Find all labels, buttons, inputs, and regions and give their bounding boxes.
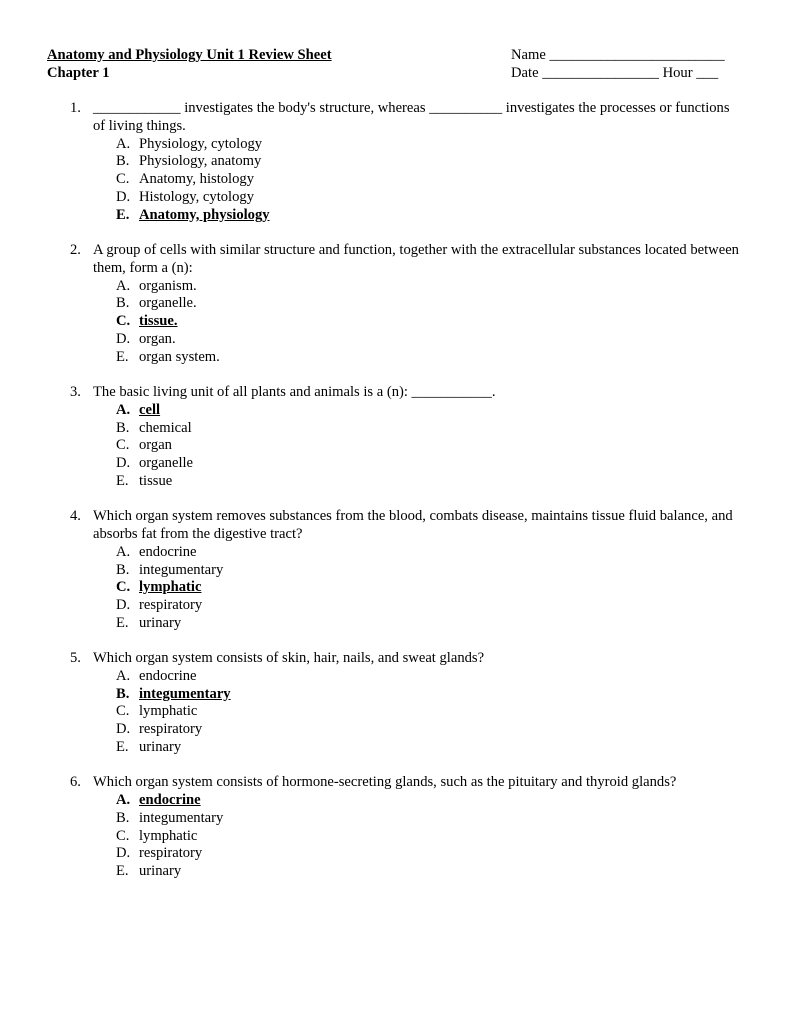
choice-text: urinary [139, 863, 182, 880]
answer-choice [116, 136, 743, 154]
question-line [70, 508, 743, 544]
choice-letter: C. [116, 703, 130, 720]
choice-letter: C. [116, 313, 131, 330]
question-line [70, 100, 743, 136]
question-text: Which organ system consists of skin, hair, nails, and sweat glands? [93, 650, 485, 667]
choice-letter: B. [116, 295, 130, 312]
question-item [70, 100, 743, 225]
choice-text: organism. [139, 277, 197, 294]
question-text: Which organ system removes substances from the blood, combats disease, maintains tissue fluid balance, and absorbs fat from the digestive tract? [93, 508, 733, 542]
answer-choice-correct [116, 686, 743, 704]
answer-choice-correct [116, 792, 743, 810]
answer-choice [116, 668, 743, 686]
answer-choice [116, 703, 743, 721]
choice-text: tissue [139, 472, 173, 489]
choice-letter: E. [116, 614, 129, 631]
answer-choice [116, 739, 743, 757]
choice-text: tissue. [139, 313, 178, 330]
question-number: 6. [70, 774, 81, 791]
question-item [70, 508, 743, 633]
question-number: 1. [70, 100, 81, 116]
choice-text: endocrine [139, 667, 197, 684]
answer-choice [116, 544, 743, 562]
question-item [70, 242, 743, 367]
choice-letter: A. [116, 277, 131, 294]
question-line [70, 384, 743, 402]
answer-choice [116, 437, 743, 455]
choice-text: organ system. [139, 348, 220, 365]
answer-choice [116, 828, 743, 846]
choice-text: Histology, cytology [139, 188, 254, 205]
choice-letter: C. [116, 827, 130, 844]
choice-letter: B. [116, 561, 130, 578]
chapter-label: Chapter 1 [47, 65, 110, 81]
choice-letter: E. [116, 348, 129, 365]
choice-letter: D. [116, 455, 131, 472]
date-hour-line: Date ________________ Hour ___ [511, 65, 719, 81]
answer-choice [116, 189, 743, 207]
header-row-2 [47, 64, 743, 82]
choice-letter: E. [116, 863, 129, 880]
answer-choices [116, 792, 743, 881]
choice-letter: E. [116, 206, 130, 223]
answer-choice [116, 295, 743, 313]
header-row-1 [47, 46, 743, 64]
question-line [70, 242, 743, 278]
answer-choices [116, 278, 743, 367]
choice-text: integumentary [139, 685, 231, 702]
choice-text: respiratory [139, 721, 203, 738]
answer-choices [116, 544, 743, 633]
choice-letter: A. [116, 543, 131, 560]
choice-text: chemical [139, 419, 192, 436]
answer-choice [116, 473, 743, 491]
choice-letter: B. [116, 153, 130, 170]
answer-choice-correct [116, 313, 743, 331]
worksheet-title: Anatomy and Physiology Unit 1 Review Sheet [47, 47, 332, 63]
answer-choice [116, 331, 743, 349]
answer-choice-correct [116, 402, 743, 420]
question-line [70, 650, 743, 668]
question-text: A group of cells with similar structure and function, together with the extracellular substances located between them, form a (n): [93, 241, 739, 276]
question-number: 4. [70, 508, 81, 525]
choice-text: integumentary [139, 809, 224, 826]
question-item [70, 384, 743, 491]
question-number: 5. [70, 650, 81, 667]
question-list [70, 100, 743, 898]
choice-text: lymphatic [139, 827, 198, 844]
choice-text: Physiology, anatomy [139, 153, 262, 170]
choice-letter: E. [116, 472, 129, 489]
answer-choice [116, 153, 743, 171]
choice-text: organ. [139, 330, 176, 347]
choice-text: organelle [139, 455, 194, 472]
choice-letter: C. [116, 437, 130, 454]
answer-choice [116, 278, 743, 296]
answer-choice [116, 863, 743, 881]
choice-text: organelle. [139, 295, 197, 312]
choice-letter: C. [116, 171, 130, 188]
choice-text: urinary [139, 614, 182, 631]
question-number: 3. [70, 383, 81, 400]
question-item [70, 774, 743, 881]
choice-text: organ [139, 437, 172, 454]
answer-choice [116, 615, 743, 633]
answer-choice-correct [116, 207, 743, 225]
answer-choices [116, 136, 743, 225]
choice-letter: D. [116, 845, 131, 862]
choice-text: Anatomy, physiology [139, 206, 270, 223]
question-text: The basic living unit of all plants and animals is a (n): ___________. [93, 383, 496, 400]
worksheet-header [47, 46, 743, 82]
choice-letter: A. [116, 401, 131, 418]
question-item [70, 650, 743, 757]
answer-choice [116, 810, 743, 828]
choice-letter: E. [116, 739, 129, 756]
choice-letter: A. [116, 667, 131, 684]
answer-choices [116, 668, 743, 757]
choice-text: respiratory [139, 845, 203, 862]
choice-text: urinary [139, 739, 182, 756]
choice-text: lymphatic [139, 703, 198, 720]
answer-choice [116, 845, 743, 863]
choice-letter: B. [116, 809, 130, 826]
name-line: Name ________________________ [511, 47, 725, 63]
question-number: 2. [70, 241, 81, 258]
answer-choice [116, 562, 743, 580]
question-text: Which organ system consists of hormone-secreting glands, such as the pituitary and thyroid glands? [93, 774, 677, 791]
choice-letter: D. [116, 721, 131, 738]
choice-text: integumentary [139, 561, 224, 578]
answer-choice [116, 171, 743, 189]
choice-text: cell [139, 401, 161, 418]
answer-choices [116, 402, 743, 491]
choice-text: Physiology, cytology [139, 135, 263, 152]
answer-choice [116, 597, 743, 615]
question-text: ____________ investigates the body's structure, whereas __________ investigates the processes or functions of living things. [93, 100, 730, 134]
choice-letter: D. [116, 188, 131, 205]
answer-choice-correct [116, 579, 743, 597]
answer-choice [116, 349, 743, 367]
choice-letter: B. [116, 685, 130, 702]
choice-letter: B. [116, 419, 130, 436]
choice-letter: A. [116, 792, 131, 809]
answer-choice [116, 455, 743, 473]
answer-choice [116, 721, 743, 739]
choice-text: endocrine [139, 792, 201, 809]
choice-text: lymphatic [139, 579, 202, 596]
question-line [70, 774, 743, 792]
choice-letter: D. [116, 597, 131, 614]
choice-text: Anatomy, histology [139, 171, 254, 188]
choice-letter: A. [116, 135, 131, 152]
choice-text: endocrine [139, 543, 197, 560]
choice-letter: C. [116, 579, 131, 596]
answer-choice [116, 420, 743, 438]
choice-text: respiratory [139, 597, 203, 614]
choice-letter: D. [116, 330, 131, 347]
